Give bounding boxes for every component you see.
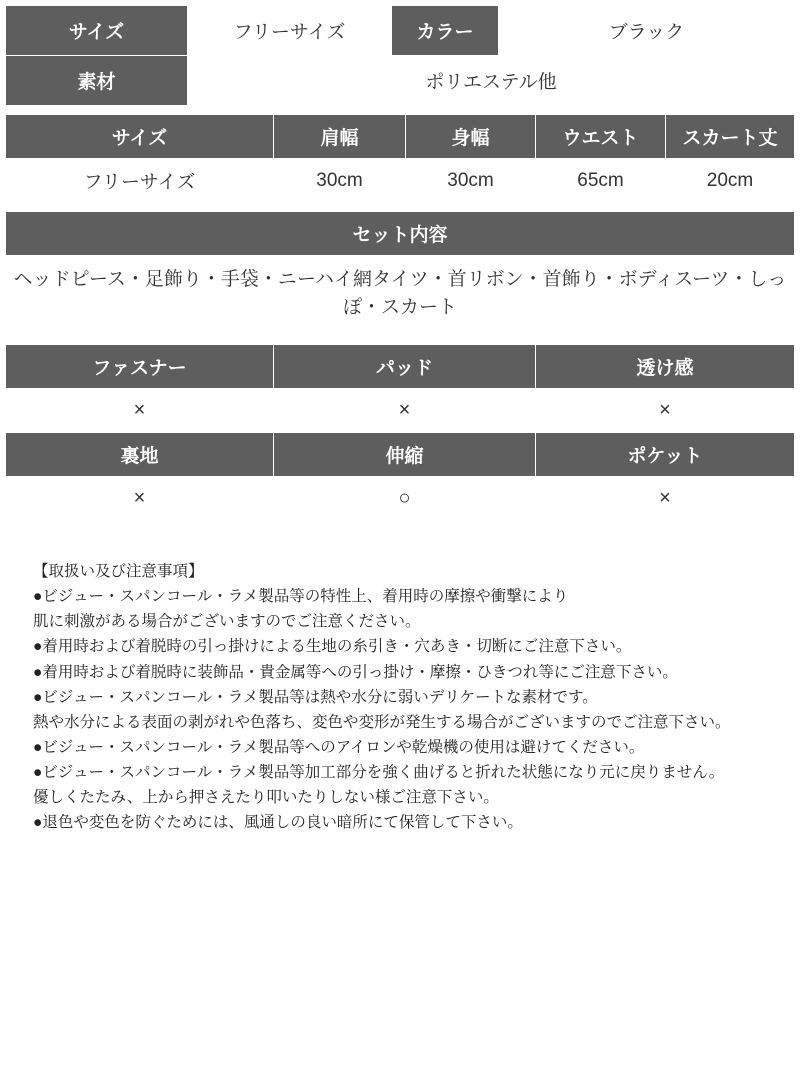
notes-line: 熱や水分による表面の剥がれや色落ち、変色や変形が発生する場合がございますのでご注意下さい。 <box>33 713 731 731</box>
notes-line: ●ビジュー・スパンコール・ラメ製品等へのアイロンや乾燥機の使用は避けてください。 <box>33 738 645 756</box>
spec-label-material: 素材 <box>6 56 188 106</box>
notes-title: 【取扱い及び注意事項】 <box>33 563 204 581</box>
feature-value-sheer: × <box>536 389 795 433</box>
notes-line: ●退色や変色を防ぐためには、風通しの良い暗所にて保管して下さい。 <box>33 814 523 832</box>
divider <box>5 203 795 211</box>
table-row <box>6 256 795 336</box>
notes-line: ●着用時および着脱時に装飾品・貴金属等への引っ掛け・摩擦・ひきつれ等にご注意下さい。 <box>33 663 678 681</box>
measure-header-size: サイズ <box>6 115 274 159</box>
feature-value-stretch: ○ <box>274 477 536 521</box>
feature-table <box>5 344 795 521</box>
spec-label-size: サイズ <box>6 6 188 56</box>
spec-label-color: カラー <box>392 6 499 56</box>
notes-line: ●ビジュー・スパンコール・ラメ製品等加工部分を強く曲げると折れた状態になり元に戻りません。 <box>33 763 725 781</box>
divider <box>5 106 795 114</box>
measure-value-size: フリーサイズ <box>6 159 274 203</box>
notes-line: 肌に刺激がある場合がございますのでご注意ください。 <box>33 613 421 631</box>
spec-value-material: ポリエステル他 <box>188 56 795 106</box>
feature-header-pad: パッド <box>274 345 536 389</box>
table-row <box>6 477 795 521</box>
notes-line: 優しくたたみ、上から押さえたり叩いたりしない様ご注意下さい。 <box>33 789 499 807</box>
notes-line: ●ビジュー・スパンコール・ラメ製品等の特性上、着用時の摩擦や衝撃により <box>33 588 569 606</box>
feature-header-zipper: ファスナー <box>6 345 274 389</box>
notes-section <box>5 559 795 835</box>
spec-value-color: ブラック <box>499 6 795 56</box>
feature-header-sheer: 透け感 <box>536 345 795 389</box>
set-contents-value: ヘッドピース・足飾り・手袋・ニーハイ網タイツ・首リボン・首飾り・ボディスーツ・しっぽ・スカート <box>6 256 795 336</box>
table-row <box>6 56 795 106</box>
set-contents-table <box>5 211 795 336</box>
table-row <box>6 159 795 203</box>
spec-value-size: フリーサイズ <box>188 6 392 56</box>
measurement-table <box>5 114 795 203</box>
divider <box>5 336 795 344</box>
table-row <box>6 6 795 56</box>
table-row <box>6 389 795 433</box>
measure-header-skirt-length: スカート丈 <box>666 115 795 159</box>
feature-value-pad: × <box>274 389 536 433</box>
table-row <box>6 433 795 477</box>
measure-value-waist: 65cm <box>536 159 666 203</box>
notes-line: ●着用時および着脱時の引っ掛けによる生地の糸引き・穴あき・切断にご注意下さい。 <box>33 638 632 656</box>
table-row <box>6 212 795 256</box>
measure-value-skirt-length: 20cm <box>666 159 795 203</box>
feature-header-pocket: ポケット <box>536 433 795 477</box>
table-row <box>6 115 795 159</box>
measure-value-bust: 30cm <box>406 159 536 203</box>
measure-header-shoulder: 肩幅 <box>274 115 406 159</box>
feature-header-lining: 裏地 <box>6 433 274 477</box>
feature-header-stretch: 伸縮 <box>274 433 536 477</box>
feature-value-lining: × <box>6 477 274 521</box>
measure-header-bust: 身幅 <box>406 115 536 159</box>
measure-value-shoulder: 30cm <box>274 159 406 203</box>
set-contents-title: セット内容 <box>6 212 795 256</box>
feature-value-pocket: × <box>536 477 795 521</box>
feature-value-zipper: × <box>6 389 274 433</box>
notes-line: ●ビジュー・スパンコール・ラメ製品等は熱や水分に弱いデリケートな素材です。 <box>33 688 598 706</box>
spec-table <box>5 5 795 106</box>
table-row <box>6 345 795 389</box>
measure-header-waist: ウエスト <box>536 115 666 159</box>
